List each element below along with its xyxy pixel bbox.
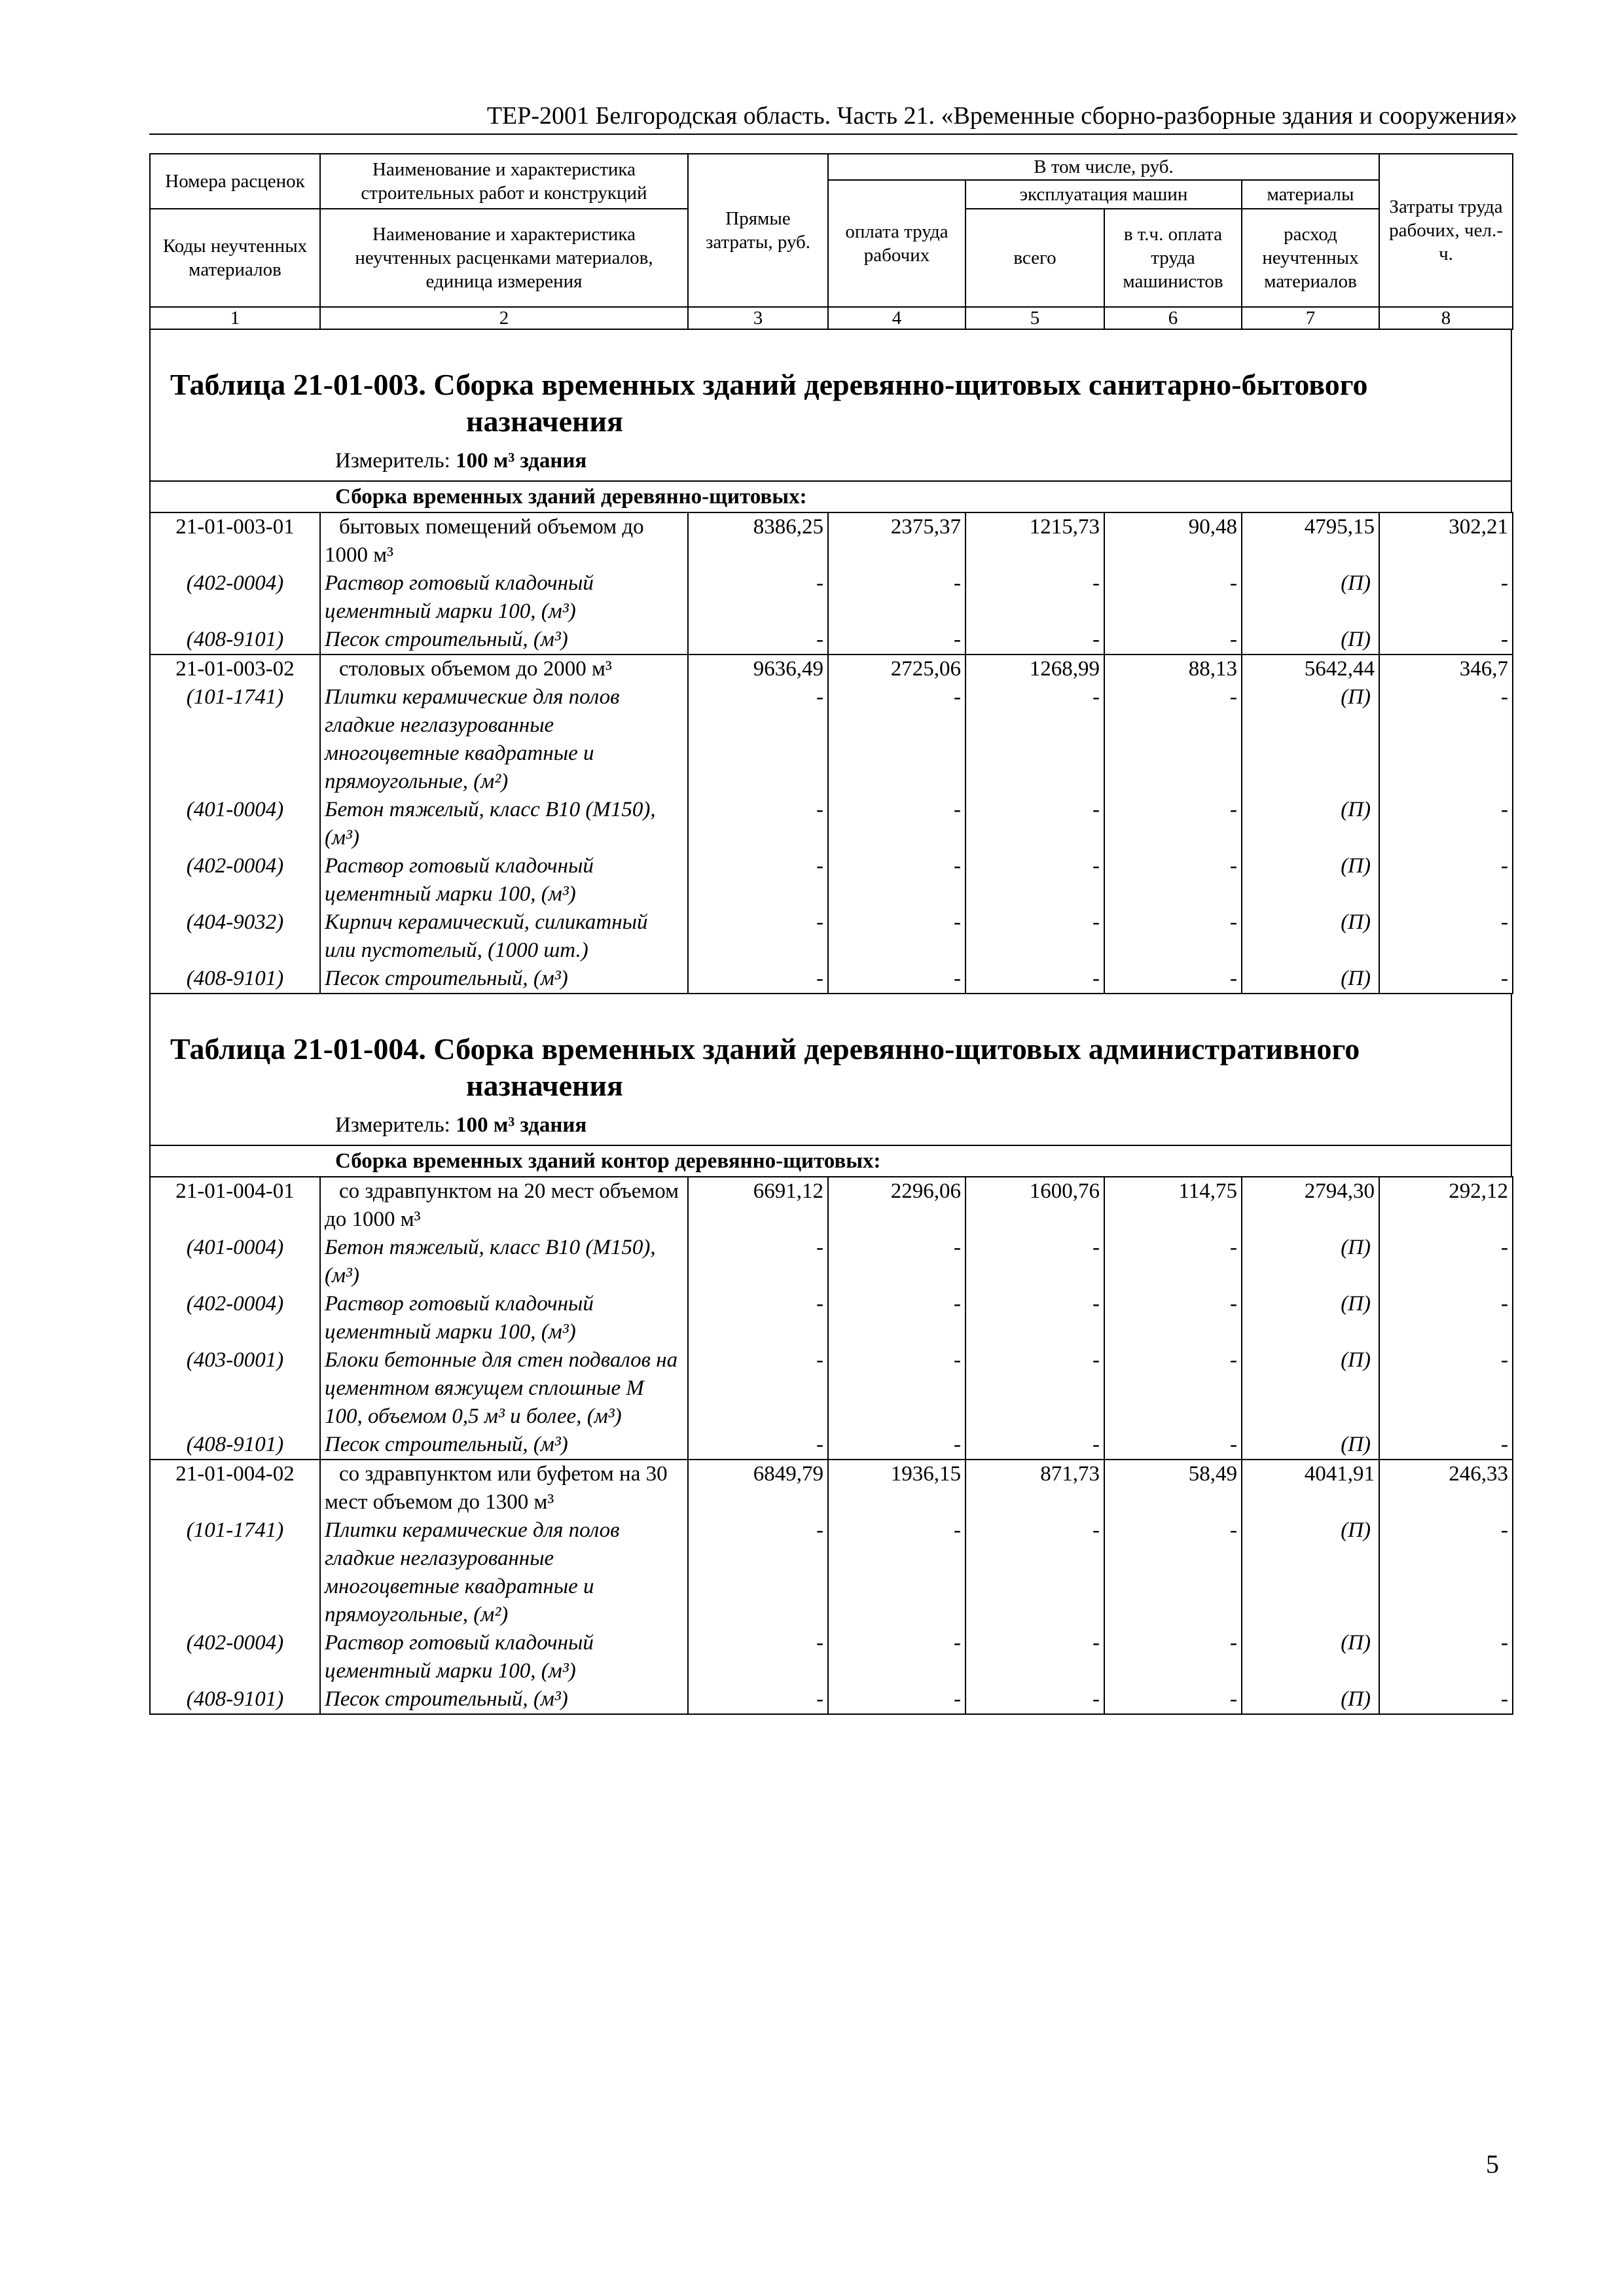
machine-cost: 1600,76 bbox=[965, 1177, 1104, 1234]
measure-value: 100 м³ здания bbox=[456, 1113, 587, 1137]
material-machinist: - bbox=[1104, 1290, 1242, 1346]
header-including-group: В том числе, руб. bbox=[828, 154, 1379, 180]
header-labor-hours: Затраты труда рабочих, чел.-ч. bbox=[1379, 154, 1513, 307]
material-direct: - bbox=[688, 683, 828, 796]
material-consumption: (П) bbox=[1242, 569, 1379, 626]
material-name: Раствор готовый кладочный цементный марки 100, (м³) bbox=[320, 1629, 688, 1685]
material-direct: - bbox=[688, 1685, 828, 1714]
material-direct: - bbox=[688, 1290, 828, 1346]
material-row bbox=[150, 796, 1513, 852]
material-hours: - bbox=[1379, 908, 1513, 965]
material-consumption: (П) bbox=[1242, 852, 1379, 908]
material-labor: - bbox=[828, 1234, 965, 1290]
labor-hours: 346,7 bbox=[1379, 655, 1513, 683]
measure-value: 100 м³ здания bbox=[456, 449, 587, 473]
rate-code: 21-01-004-02 bbox=[150, 1460, 320, 1516]
material-hours: - bbox=[1379, 1290, 1513, 1346]
material-hours: - bbox=[1379, 1516, 1513, 1629]
table-title-line: Таблица 21-01-003. Сборка временных зданий деревянно-щитовых санитарно-бытового bbox=[170, 368, 1368, 401]
material-code: (401-0004) bbox=[150, 1234, 320, 1290]
material-direct: - bbox=[688, 569, 828, 626]
labor-cost: 1936,15 bbox=[828, 1460, 965, 1516]
material-machinist: - bbox=[1104, 569, 1242, 626]
material-code: (404-9032) bbox=[150, 908, 320, 965]
header-machinist-pay: в т.ч. оплата труда машинистов bbox=[1104, 209, 1242, 307]
material-name: Бетон тяжелый, класс В10 (М150), (м³) bbox=[320, 1234, 688, 1290]
material-machine: - bbox=[965, 796, 1104, 852]
material-labor: - bbox=[828, 683, 965, 796]
material-code: (402-0004) bbox=[150, 569, 320, 626]
measure-label: Измеритель: bbox=[335, 1113, 450, 1137]
material-direct: - bbox=[688, 626, 828, 655]
header-direct-costs: Прямые затраты, руб. bbox=[688, 154, 828, 307]
material-machinist: - bbox=[1104, 852, 1242, 908]
material-consumption: (П) bbox=[1242, 626, 1379, 655]
material-row bbox=[150, 1290, 1513, 1346]
material-row bbox=[150, 683, 1513, 796]
labor-hours: 302,21 bbox=[1379, 512, 1513, 569]
material-labor: - bbox=[828, 1431, 965, 1460]
section-heading: Сборка временных зданий деревянно-щитовых: bbox=[151, 480, 1511, 512]
material-machinist: - bbox=[1104, 908, 1242, 965]
material-hours: - bbox=[1379, 1234, 1513, 1290]
material-row bbox=[150, 852, 1513, 908]
material-direct: - bbox=[688, 965, 828, 994]
material-consumption: (П) bbox=[1242, 908, 1379, 965]
material-machine: - bbox=[965, 569, 1104, 626]
material-row bbox=[150, 908, 1513, 965]
work-name: бытовых помещений объемом до 1000 м³ bbox=[320, 512, 688, 569]
material-hours: - bbox=[1379, 1431, 1513, 1460]
header-col-number: 8 bbox=[1379, 307, 1513, 329]
rate-table-block bbox=[149, 994, 1512, 1176]
material-consumption: (П) bbox=[1242, 965, 1379, 994]
header-worker-pay: оплата труда рабочих bbox=[828, 180, 965, 307]
material-labor: - bbox=[828, 1290, 965, 1346]
direct-cost: 8386,25 bbox=[688, 512, 828, 569]
header-col-number: 2 bbox=[320, 307, 688, 329]
material-name: Песок строительный, (м³) bbox=[320, 1685, 688, 1714]
material-consumption: (П) bbox=[1242, 1629, 1379, 1685]
material-name: Песок строительный, (м³) bbox=[320, 1431, 688, 1460]
material-code: (402-0004) bbox=[150, 1290, 320, 1346]
material-machinist: - bbox=[1104, 1431, 1242, 1460]
material-machine: - bbox=[965, 852, 1104, 908]
machine-cost: 1215,73 bbox=[965, 512, 1104, 569]
direct-cost: 6849,79 bbox=[688, 1460, 828, 1516]
rate-row bbox=[150, 512, 1513, 569]
table-title-line: назначения bbox=[466, 404, 623, 438]
header-materials: материалы bbox=[1242, 180, 1379, 209]
material-row bbox=[150, 1431, 1513, 1460]
material-machinist: - bbox=[1104, 1685, 1242, 1714]
machinist-cost: 88,13 bbox=[1104, 655, 1242, 683]
material-labor: - bbox=[828, 965, 965, 994]
material-labor: - bbox=[828, 626, 965, 655]
material-row bbox=[150, 1346, 1513, 1431]
material-direct: - bbox=[688, 796, 828, 852]
header-material-codes: Коды неучтенных материалов bbox=[150, 209, 320, 307]
header-col-number: 4 bbox=[828, 307, 965, 329]
material-name: Блоки бетонные для стен подвалов на цементном вяжущем сплошные М 100, объемом 0,5 м³ и более, (м³) bbox=[320, 1346, 688, 1431]
material-machine: - bbox=[965, 626, 1104, 655]
material-hours: - bbox=[1379, 626, 1513, 655]
material-machine: - bbox=[965, 1346, 1104, 1431]
material-row bbox=[150, 1685, 1513, 1714]
rate-row bbox=[150, 1177, 1513, 1234]
page-number: 5 bbox=[1486, 2149, 1499, 2179]
direct-cost: 9636,49 bbox=[688, 655, 828, 683]
material-hours: - bbox=[1379, 1685, 1513, 1714]
labor-cost: 2725,06 bbox=[828, 655, 965, 683]
material-machine: - bbox=[965, 1290, 1104, 1346]
document-body bbox=[149, 153, 1512, 1715]
material-labor: - bbox=[828, 908, 965, 965]
material-machinist: - bbox=[1104, 1516, 1242, 1629]
material-machine: - bbox=[965, 908, 1104, 965]
header-work-name: Наименование и характеристика строительных работ и конструкций bbox=[320, 154, 688, 209]
material-labor: - bbox=[828, 1629, 965, 1685]
section-heading: Сборка временных зданий контор деревянно-щитовых: bbox=[151, 1145, 1511, 1176]
table-title-line: назначения bbox=[466, 1069, 623, 1102]
material-hours: - bbox=[1379, 965, 1513, 994]
header-machine-operation: эксплуатация машин bbox=[965, 180, 1242, 209]
material-hours: - bbox=[1379, 1346, 1513, 1431]
machine-cost: 871,73 bbox=[965, 1460, 1104, 1516]
material-consumption: (П) bbox=[1242, 683, 1379, 796]
rate-code: 21-01-003-01 bbox=[150, 512, 320, 569]
material-machinist: - bbox=[1104, 1629, 1242, 1685]
material-labor: - bbox=[828, 852, 965, 908]
material-labor: - bbox=[828, 1516, 965, 1629]
rate-table bbox=[149, 1176, 1513, 1715]
material-hours: - bbox=[1379, 796, 1513, 852]
material-hours: - bbox=[1379, 852, 1513, 908]
material-code: (101-1741) bbox=[150, 683, 320, 796]
material-machine: - bbox=[965, 1685, 1104, 1714]
materials-cost: 4041,91 bbox=[1242, 1460, 1379, 1516]
material-machinist: - bbox=[1104, 1234, 1242, 1290]
rate-table bbox=[149, 512, 1513, 994]
header-col-number: 7 bbox=[1242, 307, 1379, 329]
material-labor: - bbox=[828, 1346, 965, 1431]
labor-hours: 292,12 bbox=[1379, 1177, 1513, 1234]
material-hours: - bbox=[1379, 569, 1513, 626]
material-direct: - bbox=[688, 1516, 828, 1629]
material-code: (402-0004) bbox=[150, 1629, 320, 1685]
material-direct: - bbox=[688, 1234, 828, 1290]
material-name: Кирпич керамический, силикатный или пустотелый, (1000 шт.) bbox=[320, 908, 688, 965]
material-name: Песок строительный, (м³) bbox=[320, 965, 688, 994]
measure-unit bbox=[151, 1104, 1511, 1145]
header-rate-numbers: Номера расценок bbox=[150, 154, 320, 209]
machinist-cost: 58,49 bbox=[1104, 1460, 1242, 1516]
running-header: ТЕР-2001 Белгородская область. Часть 21. «Временные сборно-разборные здания и сооружения» bbox=[149, 98, 1517, 135]
material-machine: - bbox=[965, 1629, 1104, 1685]
material-consumption: (П) bbox=[1242, 1431, 1379, 1460]
column-header-table bbox=[149, 153, 1513, 330]
material-name: Раствор готовый кладочный цементный марки 100, (м³) bbox=[320, 569, 688, 626]
material-row bbox=[150, 965, 1513, 994]
materials-cost: 5642,44 bbox=[1242, 655, 1379, 683]
header-col-number: 3 bbox=[688, 307, 828, 329]
material-code: (408-9101) bbox=[150, 626, 320, 655]
material-row bbox=[150, 1234, 1513, 1290]
material-direct: - bbox=[688, 852, 828, 908]
material-machine: - bbox=[965, 683, 1104, 796]
material-machine: - bbox=[965, 1516, 1104, 1629]
material-machinist: - bbox=[1104, 796, 1242, 852]
material-hours: - bbox=[1379, 1629, 1513, 1685]
material-consumption: (П) bbox=[1242, 1234, 1379, 1290]
material-machinist: - bbox=[1104, 626, 1242, 655]
material-row bbox=[150, 1516, 1513, 1629]
materials-cost: 4795,15 bbox=[1242, 512, 1379, 569]
header-unaccounted-materials: расход неучтенных материалов bbox=[1242, 209, 1379, 307]
direct-cost: 6691,12 bbox=[688, 1177, 828, 1234]
material-code: (408-9101) bbox=[150, 1431, 320, 1460]
material-consumption: (П) bbox=[1242, 1516, 1379, 1629]
work-name: со здравпунктом на 20 мест объемом до 1000 м³ bbox=[320, 1177, 688, 1234]
table-title-line: Таблица 21-01-004. Сборка временных зданий деревянно-щитовых административного bbox=[170, 1032, 1360, 1066]
rate-code: 21-01-004-01 bbox=[150, 1177, 320, 1234]
labor-cost: 2375,37 bbox=[828, 512, 965, 569]
rate-code: 21-01-003-02 bbox=[150, 655, 320, 683]
machinist-cost: 114,75 bbox=[1104, 1177, 1242, 1234]
material-name: Песок строительный, (м³) bbox=[320, 626, 688, 655]
rate-row bbox=[150, 1460, 1513, 1516]
material-code: (408-9101) bbox=[150, 1685, 320, 1714]
material-name: Раствор готовый кладочный цементный марки 100, (м³) bbox=[320, 852, 688, 908]
material-direct: - bbox=[688, 1431, 828, 1460]
header-material-names: Наименование и характеристика неучтенных расценками материалов, единица измерения bbox=[320, 209, 688, 307]
material-machine: - bbox=[965, 1431, 1104, 1460]
material-code: (401-0004) bbox=[150, 796, 320, 852]
material-direct: - bbox=[688, 1629, 828, 1685]
material-machine: - bbox=[965, 965, 1104, 994]
material-labor: - bbox=[828, 796, 965, 852]
machine-cost: 1268,99 bbox=[965, 655, 1104, 683]
material-name: Плитки керамические для полов гладкие неглазурованные многоцветные квадратные и прямоугольные, (м²) bbox=[320, 683, 688, 796]
material-code: (101-1741) bbox=[150, 1516, 320, 1629]
material-name: Плитки керамические для полов гладкие неглазурованные многоцветные квадратные и прямоугольные, (м²) bbox=[320, 1516, 688, 1629]
material-consumption: (П) bbox=[1242, 1685, 1379, 1714]
labor-cost: 2296,06 bbox=[828, 1177, 965, 1234]
material-machinist: - bbox=[1104, 965, 1242, 994]
materials-cost: 2794,30 bbox=[1242, 1177, 1379, 1234]
material-consumption: (П) bbox=[1242, 796, 1379, 852]
material-row bbox=[150, 626, 1513, 655]
material-name: Бетон тяжелый, класс В10 (М150), (м³) bbox=[320, 796, 688, 852]
material-name: Раствор готовый кладочный цементный марки 100, (м³) bbox=[320, 1290, 688, 1346]
machinist-cost: 90,48 bbox=[1104, 512, 1242, 569]
material-code: (408-9101) bbox=[150, 965, 320, 994]
material-code: (403-0001) bbox=[150, 1346, 320, 1431]
header-col-number: 5 bbox=[965, 307, 1104, 329]
material-row bbox=[150, 569, 1513, 626]
material-code: (402-0004) bbox=[150, 852, 320, 908]
material-machinist: - bbox=[1104, 683, 1242, 796]
header-col-number: 1 bbox=[150, 307, 320, 329]
material-hours: - bbox=[1379, 683, 1513, 796]
work-name: столовых объемом до 2000 м³ bbox=[320, 655, 688, 683]
material-consumption: (П) bbox=[1242, 1346, 1379, 1431]
material-labor: - bbox=[828, 1685, 965, 1714]
material-consumption: (П) bbox=[1242, 1290, 1379, 1346]
header-col-number: 6 bbox=[1104, 307, 1242, 329]
material-machine: - bbox=[965, 1234, 1104, 1290]
material-machinist: - bbox=[1104, 1346, 1242, 1431]
rate-table-block bbox=[149, 330, 1512, 512]
material-direct: - bbox=[688, 908, 828, 965]
work-name: со здравпунктом или буфетом на 30 мест объемом до 1300 м³ bbox=[320, 1460, 688, 1516]
rate-row bbox=[150, 655, 1513, 683]
material-row bbox=[150, 1629, 1513, 1685]
measure-unit bbox=[151, 440, 1511, 480]
header-machine-total: всего bbox=[965, 209, 1104, 307]
labor-hours: 246,33 bbox=[1379, 1460, 1513, 1516]
table-title bbox=[151, 330, 1511, 440]
measure-label: Измеритель: bbox=[335, 449, 450, 473]
material-labor: - bbox=[828, 569, 965, 626]
table-title bbox=[151, 994, 1511, 1104]
material-direct: - bbox=[688, 1346, 828, 1431]
